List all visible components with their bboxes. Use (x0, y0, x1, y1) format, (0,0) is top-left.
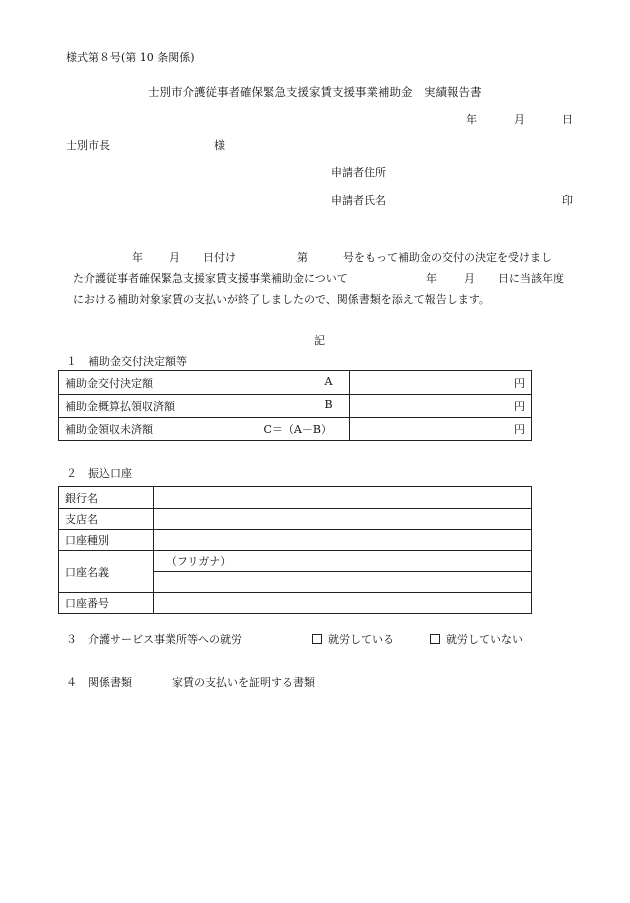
grant-label-cell (59, 418, 350, 441)
grant-label-cell (59, 371, 350, 395)
account-holder-label: 口座名義 (59, 551, 154, 593)
grant-unreceived-label: 補助金領収未済額 (65, 423, 153, 436)
section1-heading: １ 補助金交付決定額等 (66, 355, 187, 368)
body-line2-year: 年 (426, 272, 437, 285)
not-employed-option[interactable] (430, 634, 523, 645)
table-row (59, 395, 532, 418)
date-day-label: 日 (562, 113, 573, 126)
date-year-label: 年 (466, 113, 477, 126)
body-line1-no: 第 (297, 251, 308, 264)
form-number: 様式第８号(第 10 条関係) (66, 51, 195, 64)
body-line2-rest: 日に当該年度 (498, 272, 564, 285)
table-row (59, 530, 532, 551)
employed-option[interactable] (312, 634, 394, 645)
grant-received-code: B (324, 398, 333, 411)
furigana-field[interactable] (153, 551, 531, 572)
body-line1-date: 日付け (203, 251, 236, 264)
furigana-label: （フリガナ） (165, 555, 232, 568)
table-row (59, 551, 532, 572)
body-line3: における補助対象家賃の支払いが終了しましたので、関係書類を添えて報告します。 (73, 293, 490, 306)
grant-unreceived-code: C＝（A－B） (263, 423, 332, 436)
employed-label: 就労している (328, 633, 394, 646)
account-holder-field[interactable] (153, 572, 531, 593)
branch-name-label: 支店名 (59, 509, 154, 530)
body-line1-year: 年 (132, 251, 143, 264)
grant-amount-table (58, 370, 532, 441)
ki-mark: 記 (314, 334, 325, 347)
applicant-address-label: 申請者住所 (331, 166, 386, 179)
body-line2-main: た介護従事者確保緊急支援家賃支援事業補助金について (73, 272, 348, 285)
grant-received-amount[interactable]: 円 (350, 395, 532, 418)
body-line1-rest: 号をもって補助金の交付の決定を受けまし (343, 251, 552, 264)
table-row (59, 593, 532, 614)
document-title: 士別市介護従事者確保緊急支援家賃支援事業補助金 実績報告書 (148, 85, 482, 99)
checkbox-employed[interactable] (312, 634, 322, 644)
body-line2-month: 月 (464, 272, 475, 285)
table-row (59, 371, 532, 395)
account-type-field[interactable] (153, 530, 531, 551)
table-row (59, 509, 532, 530)
body-line1-month: 月 (169, 251, 180, 264)
applicant-name-label: 申請者氏名 (331, 194, 386, 207)
grant-decision-code: A (324, 374, 333, 388)
grant-decision-amount[interactable]: 円 (350, 371, 532, 395)
bank-account-table (58, 486, 532, 614)
grant-decision-label: 補助金交付決定額 (65, 376, 153, 390)
bank-name-field[interactable] (153, 487, 531, 509)
section2-heading: ２ 振込口座 (66, 467, 132, 480)
grant-label-cell (59, 395, 350, 418)
table-row (59, 418, 532, 441)
bank-name-label: 銀行名 (59, 487, 154, 509)
related-documents: 家賃の支払いを証明する書類 (172, 676, 315, 689)
seal-mark: 印 (562, 194, 573, 207)
account-number-label: 口座番号 (59, 593, 154, 614)
addressee-honorific: 様 (214, 139, 225, 152)
table-row (59, 487, 532, 509)
section4-heading: ４ 関係書類 (66, 676, 132, 689)
grant-unreceived-amount[interactable]: 円 (350, 418, 532, 441)
branch-name-field[interactable] (153, 509, 531, 530)
section3-heading: ３ 介護サービス事業所等への就労 (66, 633, 242, 646)
date-month-label: 月 (514, 113, 525, 126)
checkbox-not-employed[interactable] (430, 634, 440, 644)
account-type-label: 口座種別 (59, 530, 154, 551)
account-number-field[interactable] (153, 593, 531, 614)
grant-received-label: 補助金概算払領収済額 (65, 400, 175, 413)
not-employed-label: 就労していない (446, 633, 523, 646)
addressee-name: 士別市長 (66, 139, 110, 152)
